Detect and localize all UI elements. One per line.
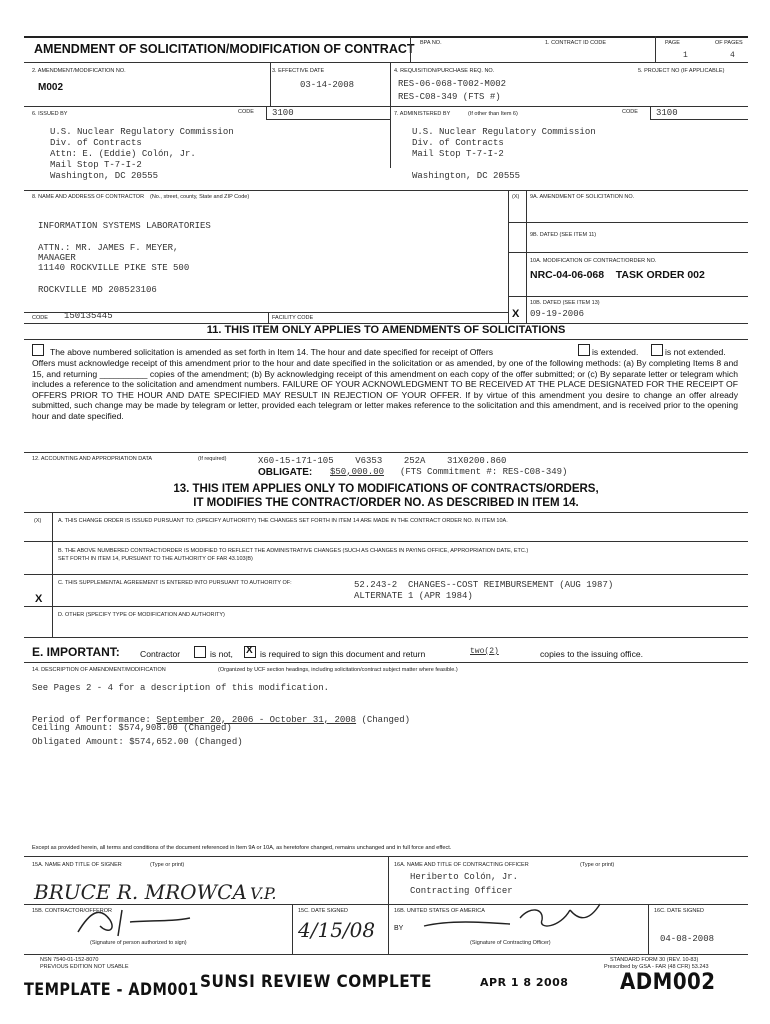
contract-id-label: 1. CONTRACT ID CODE xyxy=(545,40,607,46)
contractor-line-7: ROCKVILLE MD 208523106 xyxy=(38,285,157,295)
item-13-x-label: (X) xyxy=(34,518,42,524)
15c-label: 15C. DATE SIGNED xyxy=(298,908,349,914)
item-13d-text: D. OTHER (SPECIFY TYPE OF MODIFICATION AND AUTHORITY) xyxy=(58,612,225,618)
item-11-paragraph: Offers must acknowledge receipt of this amendment prior to the hour and date specified in the solicitation or as amended, by one of the following methods: (a) By completing Items 8 and 15, and returning __________ copies of the amendment; (b) By acknowledging receipt of this amendment on each copy of the offer submitted; or (c) By separate letter or telegram which includes a reference to the solicitation and amendment numbers. FAILURE OF YOUR ACKNOWLEDGMENT TO BE RECEIVED AT THE PLACE DESIGNATED FOR THE RECEIPT OF OFFERS PRIOR TO THE HOUR AND DATE SPECIFIED MAY RESULT IN REJECTION OF YOUR OFFER. If by virtue of this amendment you desire to change an offer already submitted, such change may be made by telegram or letter, provided each telegram or letter makes reference to the solicitation and this amendment, and is received prior to the opening hour and date specified. xyxy=(32,358,738,421)
project-no-label: 5. PROJECT NO (IF APPLICABLE) xyxy=(638,68,725,74)
item-14-line-4: Obligated Amount: $574,652.00 (Changed) xyxy=(32,737,243,747)
contractor-label: 8. NAME AND ADDRESS OF CONTRACTOR xyxy=(32,194,145,200)
15a-label: 15A. NAME AND TITLE OF SIGNER xyxy=(32,862,122,868)
item-14-line-3: Ceiling Amount: $574,908.00 (Changed) xyxy=(32,723,232,733)
16c-label: 16C. DATE SIGNED xyxy=(654,908,705,914)
admin-code-value: 3100 xyxy=(656,108,678,118)
item-12-sub: (If required) xyxy=(198,456,227,462)
issued-line-1: U.S. Nuclear Regulatory Commission xyxy=(50,127,234,137)
administered-by-sub: (If other than Item 6) xyxy=(468,111,518,117)
item-12-label: 12. ACCOUNTING AND APPROPRIATION DATA xyxy=(32,456,153,462)
except-text: Except as provided herein, all terms and conditions of the document referenced in Item 9A or 10A, as heretofore changed, remains unchanged and in full force and effect. xyxy=(32,845,452,851)
obligate-rest: (FTS Commitment #: RES-C08-349) xyxy=(400,467,568,477)
contractor-line-3: ATTN.: MR. JAMES F. MEYER, xyxy=(38,243,179,253)
admin-line-1: U.S. Nuclear Regulatory Commission xyxy=(412,127,596,137)
important-is-not: is not, xyxy=(210,649,233,659)
contractor-code-label: CODE xyxy=(32,315,48,321)
important-copies-rest: copies to the issuing office. xyxy=(540,649,644,659)
effective-date-value: 03-14-2008 xyxy=(300,80,355,90)
15a-sub: (Type or print) xyxy=(150,862,185,868)
15b-sub: (Signature of person authorized to sign) xyxy=(90,940,187,946)
important-copies-value: two(2) xyxy=(470,647,499,656)
item-11-heading: 11. THIS ITEM ONLY APPLIES TO AMENDMENTS OF SOLICITATIONS xyxy=(206,324,566,336)
nsn-text: NSN 7540-01-152-8070 xyxy=(40,957,99,963)
is-not-extended-checkbox[interactable] xyxy=(651,344,663,356)
facility-code-label: FACILITY CODE xyxy=(272,315,314,321)
requisition-label: 4. REQUISITION/PURCHASE REQ. NO. xyxy=(394,68,495,74)
16a-line-1: Heriberto Colón, Jr. xyxy=(410,872,519,882)
contractor-label-sub: (No., street, county, State and ZIP Code) xyxy=(150,194,250,200)
adm-stamp: ADM002 xyxy=(620,970,716,995)
10a-label: 10A. MODIFICATION OF CONTRACT/ORDER NO. xyxy=(530,258,657,264)
item-13c-x-mark: X xyxy=(35,593,43,605)
contractor-line-5: 11140 ROCKVILLE PIKE STE 500 xyxy=(38,263,190,273)
form-title: AMENDMENT OF SOLICITATION/MODIFICATION OF CONTRACT xyxy=(34,42,415,56)
item-14-period-label: Period of Performance: xyxy=(32,715,157,725)
obligate-value: $50,000.00 xyxy=(330,467,385,477)
15a-signer-name-handwritten: BRUCE R. MROWCA xyxy=(34,880,247,904)
admin-line-5: Washington, DC 20555 xyxy=(412,171,521,181)
issued-code-label: CODE xyxy=(238,109,254,115)
contractor-line-4: MANAGER xyxy=(38,253,76,263)
item-14-label: 14. DESCRIPTION OF AMENDMENT/MODIFICATION xyxy=(32,667,166,673)
template-stamp: TEMPLATE - ADM001 xyxy=(24,980,199,1000)
administered-by-label: 7. ADMINISTERED BY xyxy=(394,111,451,117)
10a-value: NRC-04-06-068 TASK ORDER 002 xyxy=(530,269,705,281)
16b-label: 16B. UNITED STATES OF AMERICA xyxy=(394,908,485,914)
is-not-extended-text: is not extended. xyxy=(665,347,726,357)
contractor-signature xyxy=(70,902,220,938)
15c-value: 4/15/08 xyxy=(298,918,376,942)
issued-line-4: Mail Stop T-7-I-2 xyxy=(50,160,142,170)
page-label: PAGE xyxy=(665,40,680,46)
requisition-value-1: RES-06-068-T002-M002 xyxy=(398,79,507,89)
16a-label: 16A. NAME AND TITLE OF CONTRACTING OFFICER xyxy=(394,862,529,868)
is-required-x-mark: X xyxy=(246,645,253,656)
important-contractor: Contractor xyxy=(140,649,181,659)
contractor-code-value: 150135445 xyxy=(64,311,113,321)
contractor-line-1: INFORMATION SYSTEMS LABORATORIES xyxy=(38,221,211,231)
of-pages-label: OF PAGES xyxy=(715,40,743,46)
16b-sub: (Signature of Contracting Officer) xyxy=(470,940,551,946)
item-13b-text-1: B. THE ABOVE NUMBERED CONTRACT/ORDER IS MODIFIED TO REFLECT THE ADMINISTRATIVE CHANGES (SUCH AS CHANGES IN PAYING OFFICE, APPROPRIATION DATE, ETC.) xyxy=(58,548,529,554)
9a-label: 9A. AMENDMENT OF SOLICITATION NO. xyxy=(530,194,635,200)
obligate-label: OBLIGATE: xyxy=(258,467,313,478)
accounting-line-1: X60-15-171-105 V6353 252A 31X0200.860 xyxy=(258,456,507,466)
item-14-period-changed: (Changed) xyxy=(356,715,411,725)
16c-value: 04-08-2008 xyxy=(660,934,715,944)
issued-line-5: Washington, DC 20555 xyxy=(50,171,159,181)
is-not-checkbox[interactable] xyxy=(194,646,206,658)
is-extended-checkbox[interactable] xyxy=(578,344,590,356)
item-14-period-value: September 20, 2006 - October 31, 2008 xyxy=(156,715,357,725)
item-13c-value-2: ALTERNATE 1 (APR 1984) xyxy=(354,591,473,601)
item-13c-value-1: 52.243-2 CHANGES--COST REIMBURSEMENT (AUG 1987) xyxy=(354,580,614,590)
item-13-heading-1: 13. THIS ITEM APPLIES ONLY TO MODIFICATIONS OF CONTRACTS/ORDERS, xyxy=(173,483,599,495)
9b-label: 9B. DATED (SEE ITEM 11) xyxy=(530,232,597,238)
admin-code-label: CODE xyxy=(622,109,638,115)
amendment-no-label: 2. AMENDMENT/MODIFICATION NO. xyxy=(32,68,126,74)
contracting-officer-signature xyxy=(420,900,610,936)
item-11-line-1: The above numbered solicitation is amended as set forth in Item 14. The hour and date specified for receipt of Offers xyxy=(50,347,493,357)
item-13a-text: A. THIS CHANGE ORDER IS ISSUED PURSUANT TO: (SPECIFY AUTHORITY) THE CHANGES SET FORTH IN ITEM 14 ARE MADE IN THE CONTRACT ORDER NO. IN ITEM 10A. xyxy=(58,518,508,524)
prev-edition-text: PREVIOUS EDITION NOT USABLE xyxy=(40,964,129,970)
issued-line-3: Attn: E. (Eddie) Colón, Jr. xyxy=(50,149,196,159)
prescribed-by-text: Prescribed by GSA - FAR (48 CFR) 53.243 xyxy=(604,964,709,970)
page-value: 1 xyxy=(683,51,688,60)
15a-signer-title-handwritten: V.P. xyxy=(250,884,277,903)
standard-form-text: STANDARD FORM 30 (REV. 10-83) xyxy=(610,957,699,963)
16a-line-2: Contracting Officer xyxy=(410,886,513,896)
received-date-stamp: APR 1 8 2008 xyxy=(480,976,569,989)
item-13b-text-2: SET FORTH IN ITEM 14, PURSUANT TO THE AUTHORITY OF FAR 43.103(B) xyxy=(58,556,253,562)
16b-by: BY xyxy=(394,925,404,932)
item-13c-text: C. THIS SUPPLEMENTAL AGREEMENT IS ENTERED INTO PURSUANT TO AUTHORITY OF: xyxy=(58,580,292,586)
bpa-no-label: BPA NO. xyxy=(420,40,442,46)
sunsi-review-stamp: SUNSI REVIEW COMPLETE xyxy=(200,972,432,992)
16a-sub: (Type or print) xyxy=(580,862,615,868)
x-column-label: (X) xyxy=(512,194,520,200)
item-14-line-1: See Pages 2 - 4 for a description of this modification. xyxy=(32,683,330,693)
issued-line-2: Div. of Contracts xyxy=(50,138,142,148)
10b-value: 09-19-2006 xyxy=(530,309,585,319)
of-pages-value: 4 xyxy=(730,51,735,60)
is-extended-text: is extended. xyxy=(592,347,639,357)
admin-line-2: Div. of Contracts xyxy=(412,138,504,148)
important-is-required: is required to sign this document and return xyxy=(260,649,426,659)
item-13-heading-2: IT MODIFIES THE CONTRACT/ORDER NO. AS DESCRIBED IN ITEM 14. xyxy=(193,497,579,509)
admin-line-3: Mail Stop T-7-I-2 xyxy=(412,149,504,159)
issued-code-value: 3100 xyxy=(272,108,294,118)
important-label: E. IMPORTANT: xyxy=(32,645,120,659)
effective-date-label: 3. EFFECTIVE DATE xyxy=(272,68,325,74)
amendment-no-value: M002 xyxy=(38,82,64,93)
10-x-mark: X xyxy=(512,308,520,320)
solicitation-amended-checkbox[interactable] xyxy=(32,344,44,356)
issued-by-label: 6. ISSUED BY xyxy=(32,111,68,117)
10b-label: 10B. DATED (SEE ITEM 13) xyxy=(530,300,600,306)
15b-label: 15B. CONTRACTOR/OFFEROR xyxy=(32,908,112,914)
requisition-value-2: RES-C08-349 (FTS #) xyxy=(398,92,501,102)
item-14-sub: (Organized by UCF section headings, including solicitation/contract subject matter where feasible.) xyxy=(218,667,458,673)
